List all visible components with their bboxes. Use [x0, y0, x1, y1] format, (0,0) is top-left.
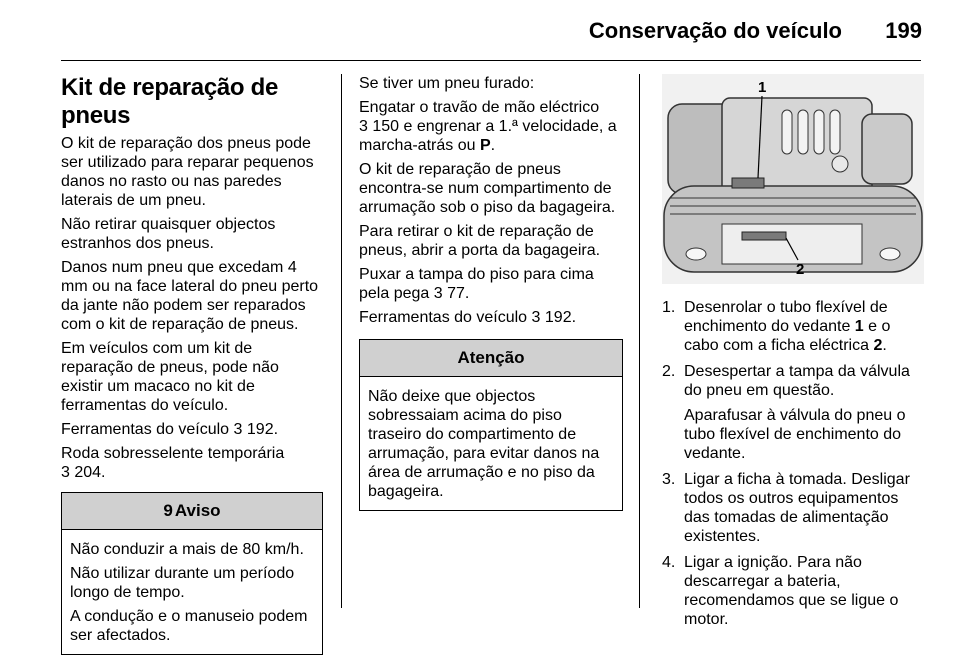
column-divider — [341, 74, 342, 608]
step-text: Ligar a ficha à tomada. Desligar todos os outros equipamentos das tomadas de alimentação existentes. — [684, 471, 910, 545]
paragraph: O kit de reparação de pneus encontra-se num compartimento de arrumação sob o piso da bagageira. — [359, 161, 616, 216]
step-number: 2. — [662, 363, 676, 380]
step-number: 3. — [662, 471, 676, 488]
text-run: Puxar a tampa do piso para cima pela pega — [359, 266, 594, 302]
list-item — [662, 362, 924, 463]
gear-letter: P — [479, 137, 491, 154]
header-rule — [61, 60, 921, 61]
text-run: . — [490, 137, 496, 154]
step-subtext: Aparafusar à válvula do pneu o tubo flexível de enchimento do vedante. — [684, 407, 906, 462]
text-run: . — [882, 337, 887, 354]
step-number: 4. — [662, 554, 676, 571]
paragraph — [359, 98, 623, 155]
ref-page-link[interactable]: 192. — [246, 421, 279, 438]
column-middle — [359, 74, 623, 511]
column-divider — [639, 74, 640, 608]
paragraph: Não retirar quaisquer objectos estranhos dos pneus. — [61, 216, 276, 252]
warning-text: A condução e o manuseio podem ser afectados. — [70, 608, 308, 644]
attention-box — [359, 339, 623, 511]
warning-box — [61, 492, 323, 655]
paragraph — [359, 308, 623, 327]
warning-text: Não conduzir a mais de 80 km/h. — [70, 541, 304, 558]
callout-ref: 2 — [873, 337, 883, 354]
step-text: Ligar a ignição. Para não descarregar a bateria, recomendamos que se ligue o motor. — [684, 554, 899, 628]
list-item — [662, 553, 924, 629]
list-item — [662, 298, 924, 355]
warning-header — [62, 493, 322, 530]
step-text: Desespertar a tampa da válvula do pneu em questão. — [684, 363, 910, 399]
text-run: e o cabo com a ficha eléctrica — [684, 318, 891, 354]
figure-label-2: 2 — [796, 261, 805, 278]
text-run: Engatar o travão de mão eléctrico — [359, 99, 600, 116]
figure-label-1: 1 — [758, 79, 767, 96]
instruction-list — [662, 298, 924, 629]
paragraph: Para retirar o kit de reparação de pneus, abrir a porta da bagageira. — [359, 223, 601, 259]
paragraph: Se tiver um pneu furado: — [359, 75, 535, 92]
tire-repair-kit-figure — [662, 74, 924, 284]
ref-text: Roda sobresselente temporária — [61, 445, 285, 462]
attention-header: Atenção — [360, 340, 622, 377]
attention-text: Não deixe que objectos sobressaiam acima do piso traseiro do compartimento de arrumação, para evitar danos na área de arrumação e no piso da bagageira. — [368, 388, 600, 500]
header-title: Conservação do veículo — [588, 18, 842, 43]
section-title: Kit de reparação de pneus — [61, 74, 279, 129]
paragraph: Danos num pneu que excedam 4 mm ou na face lateral do pneu perto da jante não podem ser reparados com o kit de reparação de pneus. — [61, 259, 319, 333]
cross-reference — [61, 444, 323, 482]
column-left — [61, 74, 323, 655]
cross-reference — [61, 420, 323, 439]
reference-arrow-icon: 3 — [61, 464, 70, 481]
ref-page-link[interactable]: 204. — [74, 464, 106, 481]
page-header — [0, 0, 960, 62]
attention-body — [360, 377, 622, 510]
reference-arrow-icon: 3 — [433, 285, 443, 302]
warning-text: Não utilizar durante um período longo de tempo. — [70, 565, 295, 601]
warning-body — [62, 530, 322, 654]
paragraph: Em veículos com um kit de reparação de pneus, pode não existir um macaco no kit de ferramentas do veículo. — [61, 340, 279, 414]
reference-arrow-icon: 3 — [531, 309, 541, 326]
ref-page-link[interactable]: 77. — [447, 285, 470, 302]
callout-ref: 1 — [854, 318, 864, 335]
ref-page-link[interactable]: 192. — [544, 309, 577, 326]
step-text — [684, 298, 924, 355]
ref-text: Ferramentas do veículo — [61, 421, 230, 438]
text-run: Ferramentas do veículo — [359, 309, 528, 326]
text-run: Desenrolar o tubo flexível de enchimento do vedante — [684, 299, 888, 335]
warning-icon: 9 — [163, 501, 173, 520]
paragraph — [359, 265, 623, 303]
list-item — [662, 470, 924, 546]
compressor-illustration — [662, 74, 924, 284]
paragraph: O kit de reparação dos pneus pode ser utilizado para reparar pequenos danos no rasto ou nas paredes laterais de um pneu. — [61, 135, 314, 209]
text-run: 150 e engrenar a 1.ª velocidade, a marcha-atrás ou — [359, 118, 617, 154]
column-right — [662, 74, 924, 636]
warning-title: Aviso — [174, 501, 221, 520]
page-number: 199 — [885, 18, 922, 43]
reference-arrow-icon: 3 — [359, 118, 368, 135]
reference-arrow-icon: 3 — [233, 421, 243, 438]
step-number: 1. — [662, 299, 676, 316]
